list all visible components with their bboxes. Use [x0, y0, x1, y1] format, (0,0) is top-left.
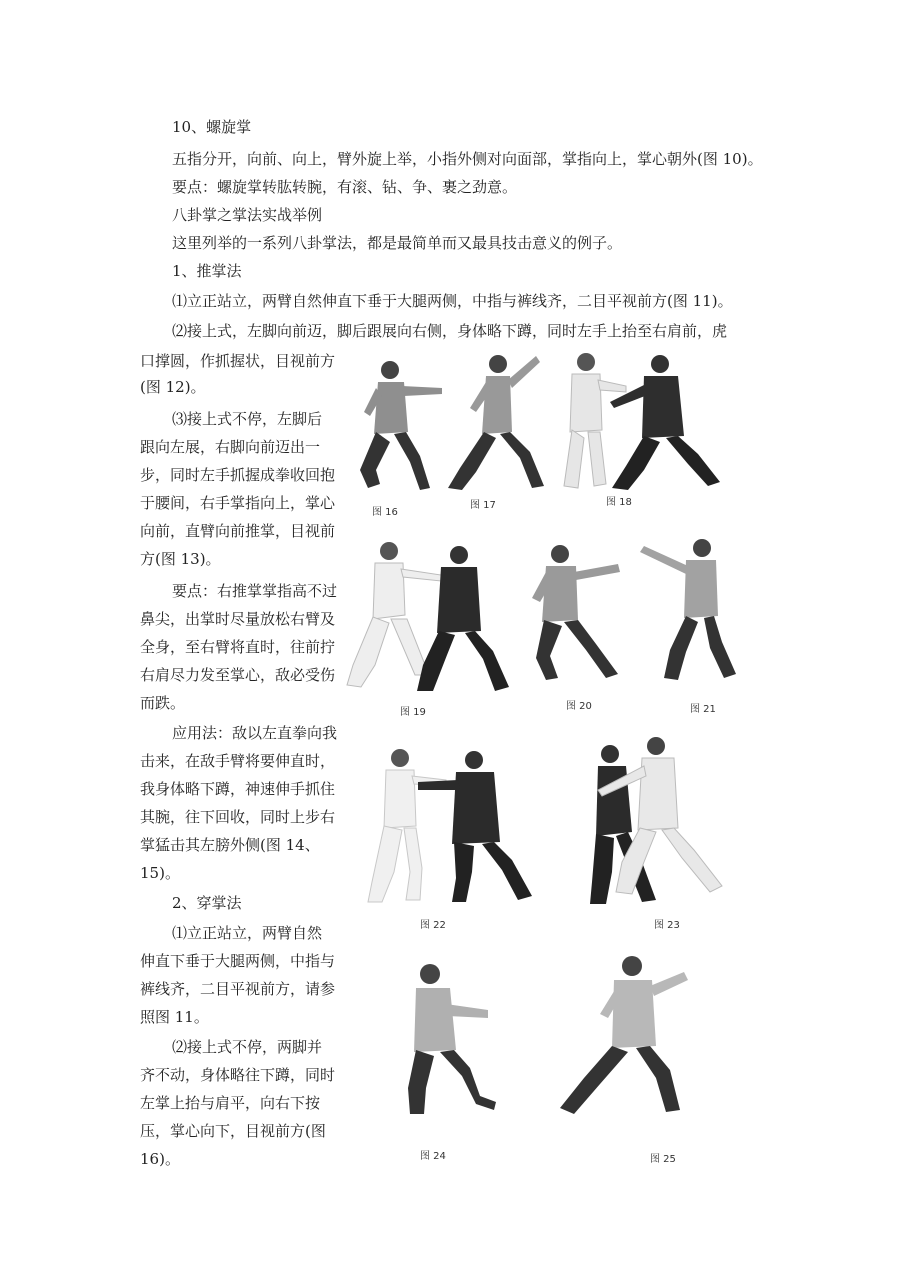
figure-18-photo	[548, 346, 748, 496]
paragraph: 15)。	[140, 864, 180, 882]
figure-caption: 图 22	[420, 920, 446, 931]
paragraph: 口撑圆，作抓握状，目视前方	[140, 352, 336, 370]
heading-thrust-palm: 2、穿掌法	[172, 894, 242, 912]
figure-caption: 图 23	[654, 920, 680, 931]
figure-caption: 图 25	[650, 1154, 676, 1165]
paragraph: ⑶接上式不停，左脚后	[172, 410, 323, 428]
figure-23-photo	[586, 732, 726, 907]
paragraph: 步，同时左手抓握成拳收回抱	[140, 466, 336, 484]
paragraph: 方(图 13)。	[140, 550, 221, 568]
figure-19-photo	[345, 535, 515, 695]
paragraph: 压，掌心向下，目视前方(图	[140, 1122, 326, 1140]
paragraph: 照图 11。	[140, 1008, 209, 1026]
paragraph: 右肩尽力发至掌心，敌必受伤	[140, 666, 336, 684]
heading-spiral-palm: 10、螺旋掌	[172, 118, 252, 136]
paragraph: 左掌上抬与肩平，向右下按	[140, 1094, 321, 1112]
paragraph: 其腕，往下回收，同时上步右	[140, 808, 336, 826]
figure-caption: 图 20	[566, 701, 592, 712]
paragraph: 裤线齐，二目平视前方，请参	[140, 980, 336, 998]
paragraph: ⑵接上式不停，两脚并	[172, 1038, 323, 1056]
paragraph: 伸直下垂于大腿两侧，中指与	[140, 952, 336, 970]
paragraph: 向前，直臂向前推掌，目视前	[140, 522, 336, 540]
paragraph: 要点：右推掌掌指高不过	[172, 582, 338, 600]
paragraph: 鼻尖，出掌时尽量放松右臂及	[140, 610, 336, 628]
paragraph: ⑴立正站立，两臂自然伸直下垂于大腿两侧，中指与裤线齐，二目平视前方(图 11)。	[172, 292, 733, 310]
paragraph: 这里列举的一系列八卦掌法，都是最简单而又最具技击意义的例子。	[172, 234, 623, 252]
figure-caption: 图 17	[470, 500, 496, 511]
paragraph: 跟向左展，右脚向前迈出一	[140, 438, 321, 456]
paragraph: (图 12)。	[140, 378, 206, 396]
figure-caption: 图 19	[400, 707, 426, 718]
figure-22-photo	[362, 742, 542, 907]
figure-20-photo	[522, 540, 632, 690]
figure-24-photo	[400, 958, 510, 1118]
figure-21-photo	[630, 532, 740, 687]
paragraph: ⑴立正站立，两臂自然	[172, 924, 323, 942]
figure-17-photo	[440, 348, 550, 498]
paragraph: 五指分开，向前、向上，臂外旋上举，小指外侧对向面部，掌指向上，掌心朝外(图 10)。	[172, 150, 763, 168]
paragraph: 击来，在敌手臂将要伸直时，	[140, 752, 336, 770]
paragraph: 应用法：敌以左直拳向我	[172, 724, 338, 742]
paragraph: 于腰间，右手掌指向上，掌心	[140, 494, 336, 512]
figure-caption: 图 21	[690, 704, 716, 715]
paragraph: 齐不动，身体略往下蹲，同时	[140, 1066, 336, 1084]
figure-caption: 图 24	[420, 1151, 446, 1162]
figure-25-photo	[556, 952, 696, 1122]
figure-caption: 图 16	[372, 507, 398, 518]
paragraph: 16)。	[140, 1150, 180, 1168]
heading-push-palm: 1、推掌法	[172, 262, 242, 280]
paragraph: 要点：螺旋掌转肱转腕，有滚、钻、争、裹之劲意。	[172, 178, 518, 196]
paragraph: 全身，至右臂将直时，往前拧	[140, 638, 336, 656]
paragraph: 掌猛击其左膀外侧(图 14、	[140, 836, 320, 854]
section-heading: 八卦掌之掌法实战举例	[172, 206, 323, 224]
figure-caption: 图 18	[606, 497, 632, 508]
paragraph: 我身体略下蹲，神速伸手抓住	[140, 780, 336, 798]
paragraph: ⑵接上式，左脚向前迈，脚后跟展向右侧，身体略下蹲，同时左手上抬至右肩前，虎	[172, 322, 728, 340]
paragraph: 而跌。	[140, 694, 186, 712]
